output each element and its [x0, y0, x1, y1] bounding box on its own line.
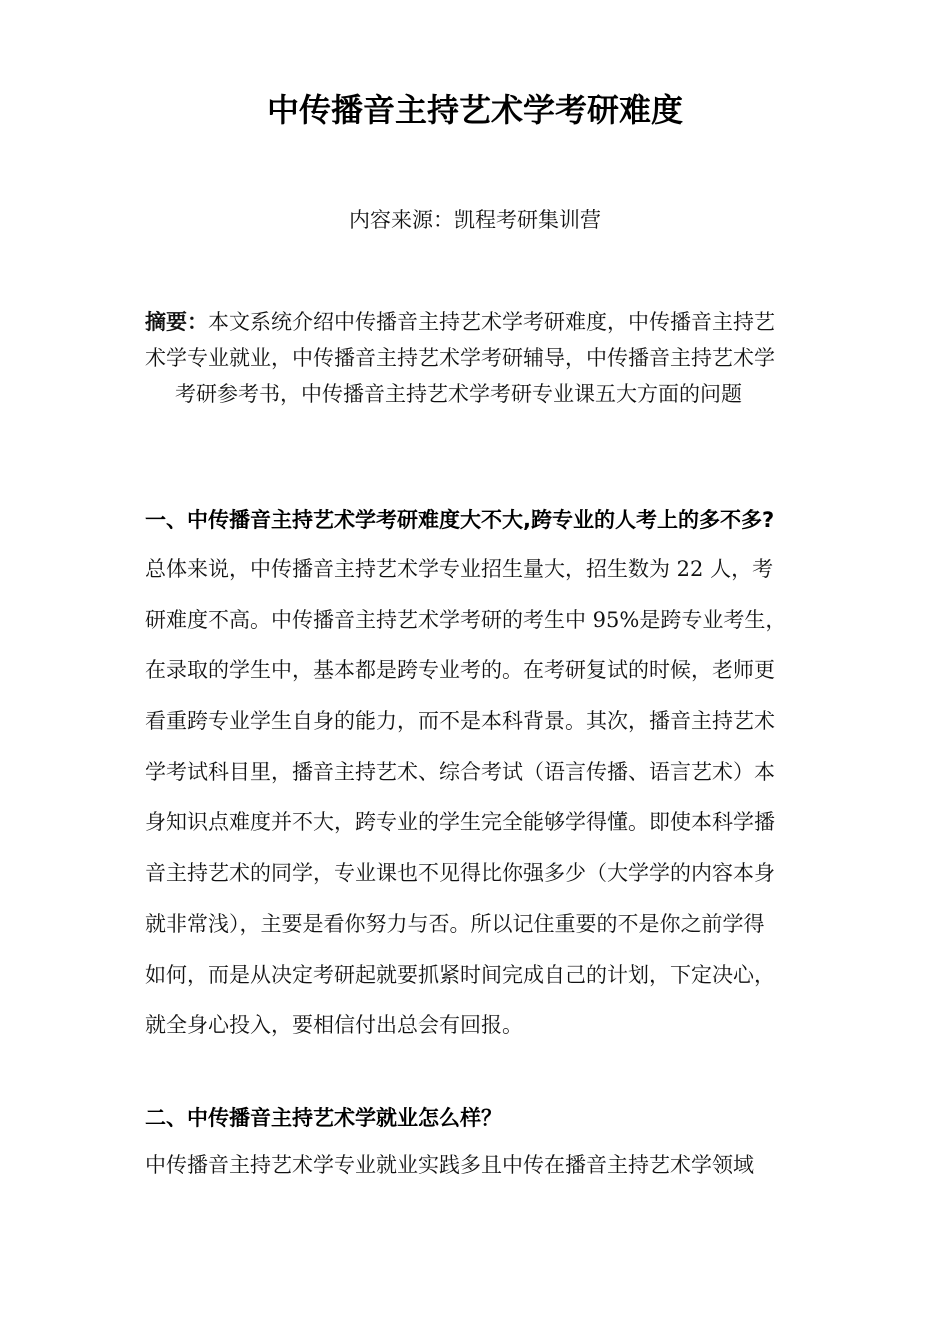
abstract-label: 摘要： — [145, 310, 208, 334]
paragraph-line: 身知识点难度并不大，跨专业的学生完全能够学得懂。即使本科学播 — [145, 810, 775, 835]
section-body-2 — [145, 1140, 825, 1191]
paragraph-line: 看重跨专业学生自身的能力，而不是本科背景。其次，播音主持艺术 — [145, 709, 775, 734]
paragraph-line: 就非常浅），主要是看你努力与否。所以记住重要的不是你之前学得 — [145, 911, 765, 936]
abstract-line — [145, 304, 817, 340]
section-body-1 — [145, 544, 825, 1051]
section-heading-2: 二、中传播音主持艺术学就业怎么样？ — [145, 1106, 502, 1130]
paragraph-line: 就全身心投入，要相信付出总会有回报。 — [145, 1013, 523, 1038]
paragraph-line: 总体来说，中传播音主持艺术学专业招生量大，招生数为 22 人，考 — [145, 557, 774, 581]
abstract-line: 考研参考书，中传播音主持艺术学考研专业课五大方面的问题 — [175, 382, 742, 406]
abstract — [145, 304, 817, 412]
paragraph-line: 在录取的学生中，基本都是跨专业考的。在考研复试的时候，老师更 — [145, 658, 775, 683]
paragraph-line: 研难度不高。中传播音主持艺术学考研的考生中 95%是跨专业考生， — [145, 607, 787, 632]
paragraph-line: 如何，而是从决定考研起就要抓紧时间完成自己的计划，下定决心， — [145, 962, 775, 987]
section-heading-1: 一、中传播音主持艺术学考研难度大不大,跨专业的人考上的多不多? — [145, 508, 775, 532]
page-title: 中传播音主持艺术学考研难度 — [266, 91, 683, 129]
paragraph-line: 音主持艺术的同学，专业课也不见得比你强多少（大学学的内容本身 — [145, 861, 775, 886]
paragraph-line: 中传播音主持艺术学专业就业实践多且中传在播音主持艺术学领域 — [145, 1153, 754, 1177]
abstract-text: 本文系统介绍中传播音主持艺术学考研难度，中传播音主持艺 — [208, 310, 775, 334]
abstract-line: 术学专业就业，中传播音主持艺术学考研辅导，中传播音主持艺术学 — [145, 346, 775, 370]
content-source: 内容来源：凯程考研集训营 — [349, 208, 601, 232]
paragraph-line: 学考试科目里，播音主持艺术、综合考试（语言传播、语言艺术）本 — [145, 759, 775, 784]
